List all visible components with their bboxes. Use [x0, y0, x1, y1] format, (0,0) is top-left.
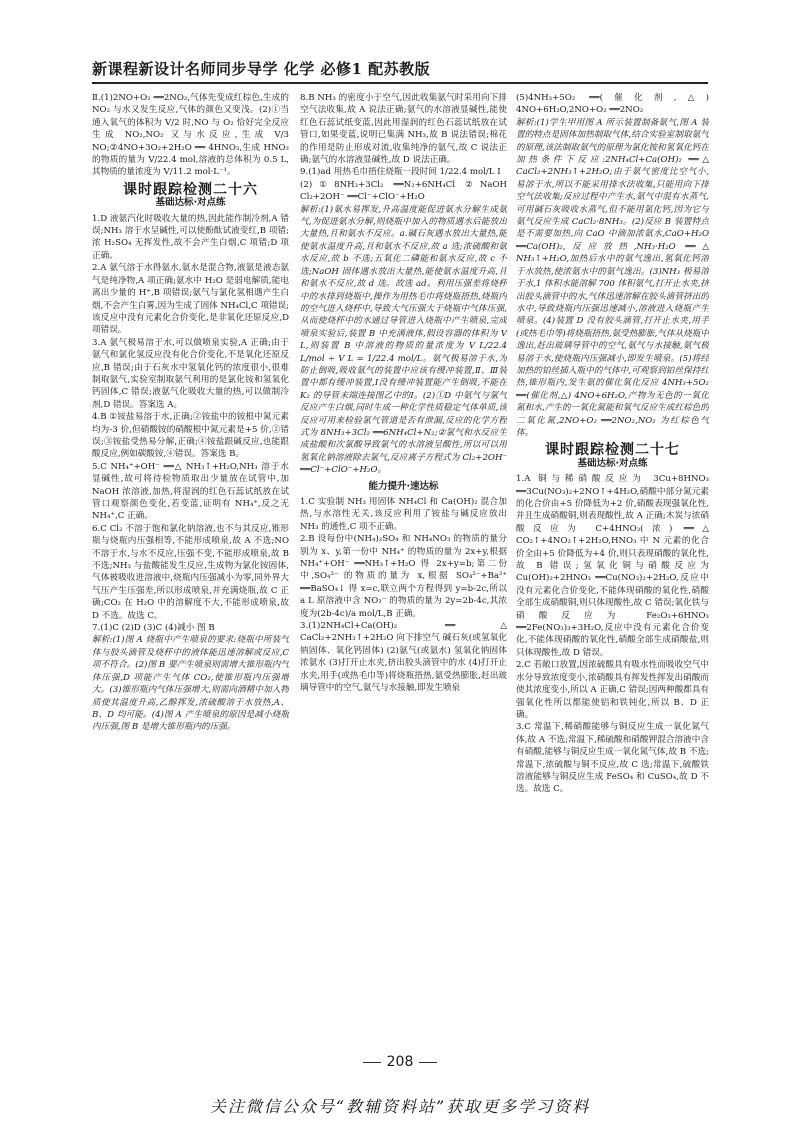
section-title: 课时跟踪检测二十六 — [123, 181, 258, 198]
answer-item: (2)①8NH₃+3Cl₂ ══N₂+6NH₄Cl ②NaOH Cl₂+2OH⁻ ══Cl⁻+ClO⁻+H₂O — [300, 179, 507, 203]
paragraph: Ⅱ.(1)2NO+O₂ ══2NO₂,气体先变成红棕色,生成的 NO₂ 与水又发生反应,气体的颜色又变浅。(2)①当通入氧气的体积为 V/2 时,NO 与 O₂ 恰好完全反应生成 NO₂,NO₂ 又与水反应,生成 V/3 NO;②4NO+3O₂+2H₂O ══ 4HNO₃,生成 HNO₃ 的物质的量为 V/22.4 mol,溶液的总体积为 0.5 L,其物质的量浓度为 V/11.2 mol·L⁻¹。 — [92, 93, 289, 178]
answer-item: 2.C 若敞口放置,因浓硫酸具有吸水性而吸收空气中水分导致浓度变小,浓硝酸具有挥发性挥发出硝酸而使其浓度变小,所以 A 正确,C 错误;因两种酸都具有强氧化性所以都能使铝和铁钝化,所以 B、D 正确。 — [516, 660, 709, 720]
answer-item: 3.A 氨气极易溶于水,可以做喷泉实验,A 正确;由于氨气和氯化氢反应没有化合价变化,不是氧化还原反应,B 错误;由于石灰水中氢氧化钙的浓度很小,很难制取氨气,实验室制取氨气利用的是氯化铵和氢氧化钙固体,C 错误;液氨气化吸收大量的热,可以做制冷剂,D 错误。答案选 A。 — [92, 337, 289, 410]
answer-item: 7.(1)C (2)D (3)C (4)减小 图 B — [92, 623, 215, 634]
page-number-text: 208 — [386, 1054, 414, 1070]
analysis-paragraph: 解析:(1)氨水易挥发,升高温度能促进氨水分解生成氨气,为促进氨水分解,则烧瓶中加入的物质遇水后能放出大量热,且和氨水不反应。a.碱石灰遇水放出大量热,能使氨水温度升高,且和氨水不反应,故 a 选;浓硫酸和氨水反应,故 b 不选;五氧化二磷能和氨水反应,故 c 不选;NaOH 固体遇水放出大量热,能使氨水温度升高,且和氨水不反应,故 d 选。故选 ad。利用压强差将烧杯中的水排到烧瓶中,操作为用热毛巾将烧瓶捂热,烧瓶内的空气进入烧杯中,导致大气压强大于烧瓶中气体压强,从而使烧杯中的水通过导管进入烧瓶中产生喷泉,完成喷泉实验后,装置 B 中充满液体,假设容器的体积为 V L,则装置 B 中溶液的物质的量浓度为 V L/22.4 L/mol ÷ V L = 1/22.4 mol/L。氨气极易溶于水,为防止倒吸,吸收氨气的装置中应该有缓冲装置,Ⅱ、Ⅲ装置中都有缓冲装置,Ⅰ没有缓冲装置能产生倒吸,不能在 K₂ 的导管末端连接图乙中的Ⅰ。(2)①D 中氨气与氯气反应产生白烟,同时生成一种化学性质稳定气体单质,该反应可用来检验氯气管道是否有泄漏,反应的化学方程式为 8NH₃+3Cl₂ ══6NH₄Cl+N₂;②氯气和水反应生成盐酸和次氯酸导致氯气的水溶液呈酸性,所以可以用氢氧化钠溶液除去氯气,反应离子方程式为 Cl₂+2OH⁻ ══Cl⁻+ClO⁻+H₂O。 — [300, 204, 507, 476]
answer-item: (5)4NH₃+5O₂ ══(催化剂,△) 4NO+6H₂O,2NO+O₂ ══2NO₂ — [516, 93, 709, 116]
answer-item: 2.A 氨气溶于水得氨水,氨水是混合物,液氨是液态氨气是纯净物,A 项正确;氨水中 H₂O 是弱电解质,能电离出少量的 H⁺,B 项错误;氨气与氯化氢相遇产生白烟,不会产生白雾,因为生成了固体 NH₄Cl,C 项错误;该反应中没有元素化合价变化,是非氧化还原反应,D 项错误。 — [92, 263, 289, 336]
section-title: 课时跟踪检测二十七 — [545, 442, 680, 459]
column-middle — [300, 92, 507, 1042]
page-number-dash — [419, 1062, 437, 1063]
column-left — [92, 92, 289, 1042]
answer-item: 3.(1)2NH₄Cl+Ca(OH)₂ ══△ CaCl₂+2NH₃↑+2H₂O 向下排空气 碱石灰(或氢氧化钠固体、氧化钙固体) (2)氨气(或氨水) 氢氧化钠固体 浓氨水 (3)打开止水夹,挤出胶头滴管中的水 (4)打开止水夹,用手(或热毛巾等)将烧瓶捂热,氨受热膨胀,赶出玻璃导管中的空气,氨气与水接触,即发生喷泉 — [300, 621, 507, 694]
answer-item: 5.C NH₄⁺+OH⁻ ══△ NH₃↑+H₂O,NH₃ 溶于水显碱性,故可将待检物质取出少量放在试管中,加 NaOH 浓溶液,加热,将湿润的红色石蕊试纸放在试管口观察颜色变化,若变蓝,证明有 NH₄⁺,反之无 NH₄⁺,C 正确。 — [92, 461, 289, 522]
answer-item: 3.C 常温下,稀硝酸能够与铜反应生成一氧化氮气体,故 A 不选;常温下,稀硫酸和硝酸钾混合溶液中含有硝酸,能够与铜反应生成一氧化氮气体,故 B 不选;常温下,浓硫酸与铜不反应,故 C 选;常温下,硫酸铁溶液能够与铜反应生成 FeSO₄ 和 CuSO₄,故 D 不选。故选 C。 — [516, 722, 709, 795]
answer-item: 1.A 铜与稀硝酸反应为 3Cu+8HNO₃ ══3Cu(NO₃)₂+2NO↑+4H₂O,硝酸中部分氮元素的化合价由+5 价降低为+2 价,硝酸表现强氧化性,并且生成硝酸铜,则表现酸性,故 A 正确;木炭与浓硝酸反应为 C+4HNO₃(浓) ══△ CO₂↑+4NO₂↑+2H₂O,HNO₃ 中 N 元素的化合价全由+5 价降低为+4 价,则只表现硝酸的氧化性,故 B 错误;氢氧化铜与硝酸反应为 Cu(OH)₂+2HNO₃ ══Cu(NO₃)₂+2H₂O,反应中没有元素化合价变化,不能体现硝酸的氧化性,硝酸全部生成硝酸铜,则只体现酸性,故 C 错误;氧化铁与硝酸反应为 Fe₂O₃+6HNO₃ ══2Fe(NO₃)₃+3H₂O,反应中没有元素化合价变化,不能体现硝酸的氧化性,硝酸全部生成硝酸盐,则只体现酸性,故 D 错误。 — [516, 474, 709, 658]
analysis-paragraph: 解析:(1)学生甲用图 A 所示装置制备氨气,图 A 装置的特点是固体加热制取气体,结合实验室制取氨气的原理,该法制取氨气的原理为氯化铵和氢氧化钙在加热条件下反应:2NH₄Cl+Ca(OH)₂ ══△ CaCl₂+2NH₃↑+2H₂O;由于氨气密度比空气小,易溶于水,所以不能采用排水法收集,只能用向下排空气法收集;反应过程中产生水,氨气中混有水蒸气,可用碱石灰吸收水蒸气,但不能用氯化钙,因为它与氨气反应生成 CaCl₂·8NH₃。(2)反应 B 装置特点是不需要加热,向 CaO 中滴加浓氨水,CaO+H₂O ══Ca(OH)₂,反应放热,NH₃·H₂O ══△ NH₃↑+H₂O,加热后水中的氨气逸出,氢氧化钙溶于水放热,使浓氨水中的氨气逸出。(3)NH₃ 极易溶于水,1 体积水能溶解 700 体积氨气,打开止水夹,挤出胶头滴管中的水,气体迅速溶解在胶头滴管挤出的水中,导致烧瓶内压强迅速减小,溶液进入烧瓶产生喷泉。(4)装置 D 没有胶头滴管,打开止水夹,用手(或热毛巾等)将烧瓶捂热,氨受热膨胀,气体从烧瓶中逸出,赶出玻璃导管中的空气,氨气与水接触,氨气极易溶于水,使烧瓶内压强减小,即发生喷泉。(5)将经加热的铂丝插入瓶中的气体中,可观察到铂丝保持红热,锥形瓶内,发生氨的催化氧化反应 4NH₃+5O₂ ══(催化剂,△) 4NO+6H₂O,产物为无色的一氧化氮和水,产生的一氧化氮能和氧气反应生成红棕色的二氧化氮,2NO+O₂ ══2NO₂,NO₂ 为红棕色气体。 — [516, 117, 709, 438]
page-number-dash — [363, 1062, 381, 1063]
sub-title: 基础达标·对点练 — [155, 197, 226, 209]
sub-title: 基础达标·对点练 — [577, 457, 648, 469]
footer-note: 关注微信公众号“教辅资料站”获取更多学习资料 — [209, 1097, 591, 1116]
answer-item: 8.B NH₃ 的密度小于空气,因此收集氨气时采用向下排空气法收集,故 A 说法正确;氨气的水溶液显碱性,能使红色石蕊试纸变蓝,因此用湿润的红色石蕊试纸放在试管口,如果变蓝,说明已集满 NH₃,故 B 说法错误;棉花的作用是防止形成对流,收集纯净的氨气,故 C 说法正确;氨气的水溶液显碱性,故 D 说法正确。 — [300, 93, 507, 166]
answer-item: 9.(1)ad 用热毛巾捂住烧瓶一段时间 1/22.4 mol/L Ⅰ — [300, 167, 501, 178]
sub-title: 能力提升·速达标 — [368, 480, 439, 492]
answer-item: 1.C 实验制 NH₃ 用固体 NH₄Cl 和 Ca(OH)₂ 混合加热,与水溶性无关,该反应利用了铵盐与碱反应放出 NH₃ 的通性,C 项不正确。 — [300, 497, 507, 532]
analysis-paragraph: 解析:(1)图 A 烧瓶中产生喷泉的要求:烧瓶中所装气体与胶头滴管及烧杯中的液体能迅速溶解或反应,C 项不符合。(2)图 B 要产生喷泉则需增大锥形瓶内气体压强,D 项能产生气体 CO₂,使锥形瓶内压强增大。(3)锥形瓶内气体压强增大,则需向酒精中加入物质使其温度升高,乙醇挥发,浓硫酸溶于水放热,A、B、D 均可能。(4)图 A 产生喷泉的原因是减小烧瓶内压强,图 B 是增大锥形瓶内的压强。 — [92, 635, 289, 733]
header-rule — [92, 82, 708, 84]
column-right — [516, 92, 709, 1042]
answer-item: 4.B ①铵盐易溶于水,正确;②铵盐中的铵根中氮元素均为-3 价,但硝酸铵的硝酸根中氮元素是+5 价,②错误;③铵盐受热易分解,正确;④铵盐跟碱反应,也能跟酸反应,例如碳酸铵,④错误。答案选 B。 — [92, 412, 289, 460]
answer-item: 1.D 液氨汽化时吸收大量的热,因此能作制冷剂,A 错误;NH₃ 溶于水呈碱性,可以使酚酞试液变红,B 项错;浓 H₂SO₄ 无挥发性,故不会产生白烟,C 项错;D 项正确。 — [92, 213, 289, 261]
answer-item: 6.C Cl₂ 不溶于饱和氯化钠溶液,也不与其反应,锥形瓶与烧瓶内压强相等,不能形成喷泉,故 A 不选;NO 不溶于水,与水不反应,压强不变,不能形成喷泉,故 B 不选;NH₃ 与盐酸能发生反应,生成物为氯化铵固体,气体被吸收进溶液中,烧瓶内压强减小为零,同外界大气压产生压强差,所以形成喷泉,并充满烧瓶,故 C 正确;CO₂ 在 H₂O 中的溶解度不大,不能形成喷泉,故 D 不选。故选 C。 — [92, 523, 289, 621]
page-number — [0, 1054, 800, 1070]
page-header: 新课程新设计名师同步导学 化学 必修1 配苏教版 — [92, 60, 431, 78]
answer-item: 2.B 设每份中(NH₄)₂SO₄ 和 NH₄NO₃ 的物质的量分别为 x、y,第一份中 NH₄⁺ 的物质的量为 2x+y,根据 NH₄⁺+OH⁻ ══NH₃↑+H₂O 得 2x+y=b;第二份中,SO₄²⁻ 的物质的量为 x,根据 SO₄²⁻+Ba²⁺ ══BaSO₄↓ 得 x=c,联立两个方程得到 y=b-2c,所以 a L 原溶液中含 NO₃⁻ 的物质的量为 2y=2b-4c,其浓度为(2b-4c)/a mol/L,B 正确。 — [300, 534, 507, 619]
